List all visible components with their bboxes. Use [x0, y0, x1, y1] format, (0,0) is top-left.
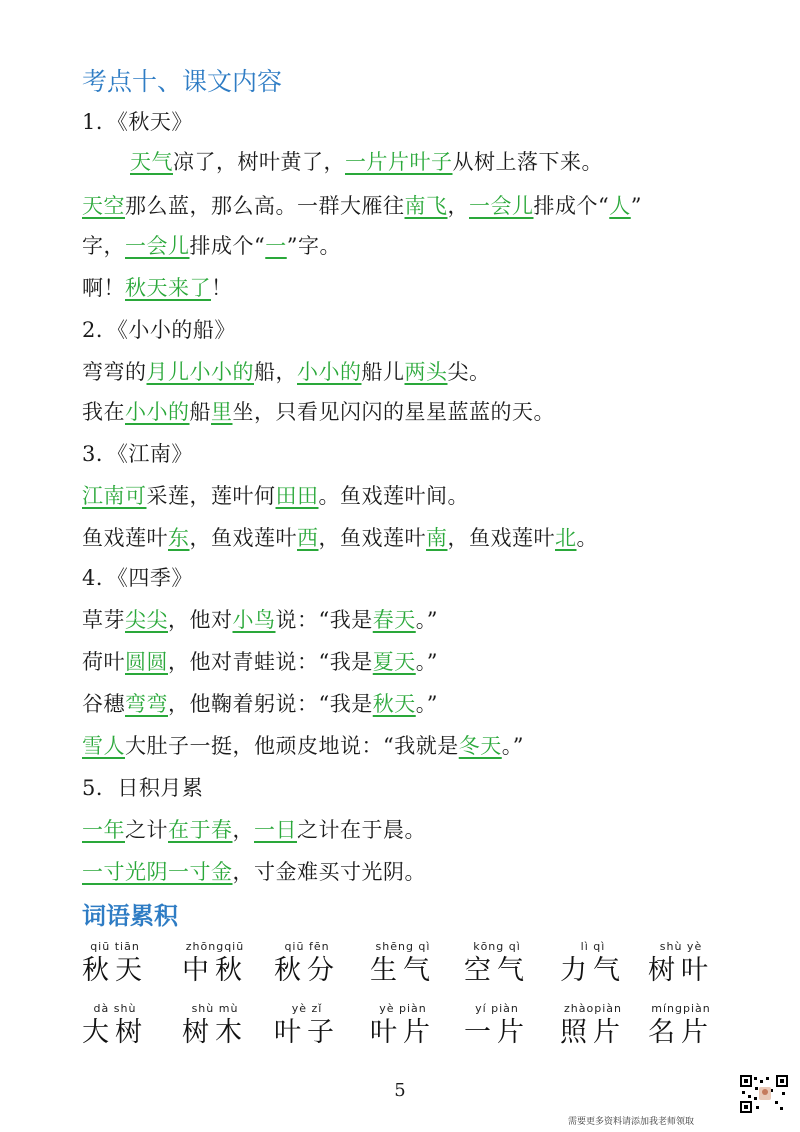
qr-code-icon: [740, 1075, 788, 1113]
vocab-word: [370, 1002, 436, 1050]
vocab-word: [182, 1002, 248, 1050]
hanzi: 叶片: [370, 1017, 436, 1048]
pinyin: qiū tiān: [90, 940, 140, 953]
text-segment: 2．《小小的船》: [82, 318, 236, 342]
text-segment: 船: [189, 400, 211, 424]
answer-segment: 南飞: [404, 194, 448, 218]
text-line: [82, 398, 555, 426]
answer-segment: 一日: [254, 818, 297, 842]
pinyin: kōng qì: [473, 940, 521, 953]
text-line: [82, 108, 193, 136]
text-segment: 字，: [82, 234, 125, 258]
text-segment: ，鱼戏莲叶: [447, 526, 555, 550]
text-segment: ”: [630, 194, 642, 218]
text-segment: 凉了，树叶黄了，: [173, 150, 345, 174]
text-line: [82, 232, 341, 260]
text-line: [82, 858, 426, 886]
text-segment: 1．《秋天》: [82, 110, 193, 134]
vocab-row: [82, 940, 742, 1010]
hanzi: 秋天: [82, 955, 148, 986]
text-segment: 那么蓝，那么高。一群大雁往: [125, 194, 405, 218]
text-segment: 说：“我是: [275, 608, 373, 632]
answer-segment: 月儿小小的: [146, 360, 254, 384]
text-segment: 3．《江南》: [82, 442, 193, 466]
answer-segment: 在于春: [168, 818, 233, 842]
text-line: [82, 524, 598, 552]
answer-segment: 一会儿: [125, 234, 190, 258]
answer-segment: 人: [609, 194, 631, 218]
text-line: [82, 690, 438, 718]
answer-segment: 天空: [82, 194, 125, 218]
hanzi: 空气: [464, 955, 530, 986]
text-segment: 从树上落下来。: [452, 150, 603, 174]
text-line: [82, 774, 203, 802]
answer-segment: 江南可: [82, 484, 147, 508]
answer-segment: 小鸟: [232, 608, 276, 632]
answer-segment: 天气: [130, 150, 173, 174]
text-segment: ”字。: [286, 234, 341, 258]
hanzi: 叶子: [274, 1017, 340, 1048]
text-segment: 草芽: [82, 608, 125, 632]
vocab-word: [464, 1002, 530, 1050]
hanzi: 树木: [182, 1017, 248, 1048]
text-segment: 船儿: [361, 360, 405, 384]
text-segment: 。: [576, 526, 598, 550]
text-segment: ，他对: [168, 608, 233, 632]
text-segment: ，他鞠着躬说：“我是: [168, 692, 373, 716]
text-line: [130, 148, 603, 176]
footer-note: 需要更多资料请添加我老师领取: [568, 1117, 695, 1127]
pinyin: zhàopiàn: [564, 1002, 622, 1015]
text-segment: 。鱼戏莲叶间。: [318, 484, 469, 508]
vocab-word: [370, 940, 436, 988]
answer-segment: 秋天: [372, 692, 416, 716]
hanzi: 一片: [464, 1017, 530, 1048]
text-segment: 。”: [415, 650, 438, 674]
text-line: [82, 274, 233, 302]
vocab-word: [182, 940, 248, 988]
pinyin: shù yè: [659, 940, 703, 953]
text-segment: ，鱼戏莲叶: [189, 526, 297, 550]
text-segment: 4．《四季》: [82, 566, 193, 590]
pinyin: shù mù: [191, 1002, 239, 1015]
answer-segment: 南: [426, 526, 448, 550]
answer-segment: 弯弯: [125, 692, 168, 716]
text-line: [82, 316, 236, 344]
text-segment: 船，: [254, 360, 297, 384]
text-segment: ，寸金难买寸光阴。: [232, 860, 426, 884]
vocab-word: [560, 940, 626, 988]
pinyin: yè piàn: [379, 1002, 427, 1015]
hanzi: 照片: [560, 1017, 626, 1048]
text-segment: 之计: [125, 818, 168, 842]
text-segment: 。”: [415, 608, 438, 632]
answer-segment: 一年: [82, 818, 125, 842]
text-segment: 之计在于晨。: [297, 818, 426, 842]
text-segment: 弯弯的: [82, 360, 147, 384]
pinyin: yè zǐ: [291, 1002, 323, 1015]
text-segment: 5．日积月累: [82, 776, 204, 800]
pinyin: yí piàn: [475, 1002, 519, 1015]
text-segment: 尖。: [447, 360, 491, 384]
answer-segment: 东: [168, 526, 190, 550]
hanzi: 秋分: [274, 955, 340, 986]
hanzi: 力气: [560, 955, 626, 986]
answer-segment: 冬天: [458, 734, 502, 758]
text-line: [82, 358, 491, 386]
answer-segment: 雪人: [82, 734, 125, 758]
hanzi: 大树: [82, 1017, 148, 1048]
answer-segment: 春天: [372, 608, 416, 632]
vocab-word: [82, 1002, 148, 1050]
text-segment: 。”: [501, 734, 524, 758]
hanzi: 生气: [370, 955, 436, 986]
pinyin: dà shù: [93, 1002, 137, 1015]
answer-segment: 圆圆: [125, 650, 168, 674]
vocab-word: [648, 940, 714, 988]
text-segment: ，他对青蛙说：“我是: [168, 650, 373, 674]
text-segment: 荷叶: [82, 650, 125, 674]
text-segment: 鱼戏莲叶: [82, 526, 168, 550]
vocab-word: [560, 1002, 626, 1050]
pinyin: shēng qì: [375, 940, 431, 953]
answer-segment: 小小的: [297, 360, 362, 384]
text-line: [82, 816, 426, 844]
text-segment: ，: [447, 194, 469, 218]
answer-segment: 一寸光阴一寸金: [82, 860, 233, 884]
text-line: [82, 606, 438, 634]
answer-segment: 田田: [275, 484, 319, 508]
text-segment: 啊！: [82, 276, 125, 300]
pinyin: lì qì: [580, 940, 606, 953]
vocab-word: [274, 940, 340, 988]
vocab-heading: 词语累积: [82, 902, 178, 930]
text-segment: 。”: [415, 692, 438, 716]
section-heading: 考点十、课文内容: [82, 67, 283, 96]
page-number: 5: [394, 1080, 406, 1101]
text-segment: ！: [211, 276, 233, 300]
hanzi: 树叶: [648, 955, 714, 986]
text-segment: 采莲，莲叶何: [146, 484, 276, 508]
vocab-word: [274, 1002, 340, 1050]
answer-segment: 里: [211, 400, 233, 424]
answer-segment: 小小的: [125, 400, 190, 424]
answer-segment: 尖尖: [125, 608, 168, 632]
text-segment: ，: [232, 818, 254, 842]
answer-segment: 北: [555, 526, 577, 550]
text-line: [82, 732, 524, 760]
answer-segment: 夏天: [372, 650, 416, 674]
vocab-word: [648, 1002, 714, 1050]
answer-segment: 西: [297, 526, 319, 550]
pinyin: qiū fēn: [284, 940, 330, 953]
answer-segment: 一会儿: [469, 194, 534, 218]
text-segment: 坐，只看见闪闪的星星蓝蓝的天。: [232, 400, 555, 424]
vocab-row: [82, 1002, 742, 1072]
hanzi: 中秋: [182, 955, 248, 986]
answer-segment: 两头: [404, 360, 448, 384]
answer-segment: 秋天来了: [125, 276, 211, 300]
vocab-word: [464, 940, 530, 988]
text-line: [82, 648, 438, 676]
answer-segment: 一: [265, 234, 287, 258]
text-segment: ，鱼戏莲叶: [318, 526, 426, 550]
text-segment: 谷穗: [82, 692, 125, 716]
text-segment: 大肚子一挺，他顽皮地说：“我就是: [125, 734, 459, 758]
pinyin: míngpiàn: [651, 1002, 711, 1015]
text-line: [82, 564, 193, 592]
text-segment: 排成个“: [533, 194, 610, 218]
text-line: [82, 440, 193, 468]
hanzi: 名片: [648, 1017, 714, 1048]
pinyin: zhōngqiū: [185, 940, 245, 953]
text-line: [82, 482, 469, 510]
text-segment: 我在: [82, 400, 125, 424]
answer-segment: 一片片叶子: [345, 150, 453, 174]
text-line: [82, 192, 642, 220]
text-segment: 排成个“: [189, 234, 266, 258]
vocab-word: [82, 940, 148, 988]
